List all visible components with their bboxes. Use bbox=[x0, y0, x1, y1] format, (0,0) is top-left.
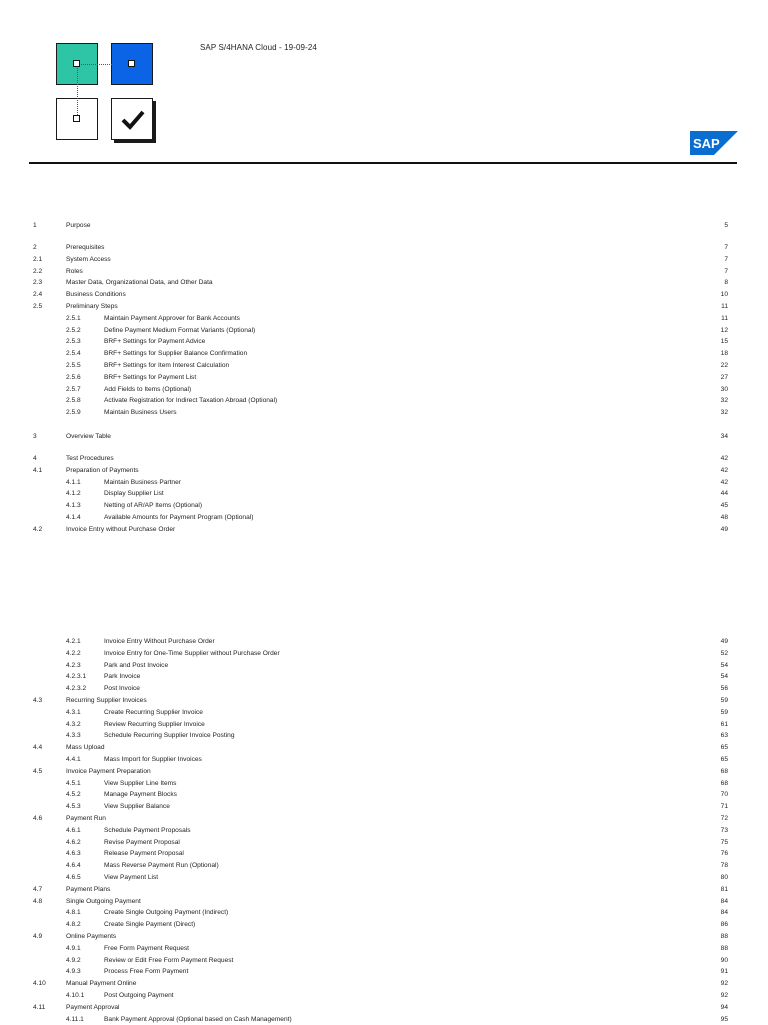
toc-entry-page: 65 bbox=[720, 744, 728, 752]
toc-entry-number: 4.6.5 bbox=[66, 874, 81, 881]
toc-entry-title: Mass Reverse Payment Run (Optional) bbox=[104, 862, 219, 870]
toc-entry-title: Add Fields to Items (Optional) bbox=[104, 385, 192, 393]
toc-entry-number: 4.1.1 bbox=[66, 478, 81, 486]
toc-entry-number: 4.7 bbox=[33, 885, 43, 893]
toc-entry[interactable] bbox=[0, 778, 768, 789]
toc-entry-page: 49 bbox=[720, 638, 728, 645]
toc-entry-number: 4.1.4 bbox=[66, 514, 81, 521]
toc-entry-title: Activate Registration for Indirect Taxation Abroad (Optional) bbox=[104, 397, 278, 405]
toc-entry-title: System Access bbox=[66, 255, 111, 263]
toc-entry-number: 4.2 bbox=[33, 525, 43, 533]
toc-entry-page: 10 bbox=[720, 291, 728, 299]
toc-entry[interactable] bbox=[0, 289, 768, 300]
toc-entry-page: 22 bbox=[720, 362, 728, 369]
toc-entry-title: Park and Post Invoice bbox=[104, 661, 169, 669]
toc-entry-title: Recurring Supplier Invoices bbox=[66, 697, 147, 704]
toc-entry[interactable] bbox=[0, 648, 768, 659]
toc-entry-title: Mass Upload bbox=[66, 744, 105, 752]
toc-entry-title: Review Recurring Supplier Invoice bbox=[104, 720, 205, 728]
toc-entry-title: Bank Payment Approval (Optional based on Cash Management) bbox=[104, 1015, 292, 1023]
toc-entry-page: 44 bbox=[720, 490, 728, 498]
toc-entry-number: 4.1.2 bbox=[66, 490, 81, 498]
toc-entry[interactable] bbox=[0, 742, 768, 753]
toc-entry[interactable] bbox=[0, 360, 768, 371]
toc-entry-title: Create Recurring Supplier Invoice bbox=[104, 708, 203, 716]
toc-entry-title: View Supplier Balance bbox=[104, 803, 170, 811]
toc-entry-title: Online Payments bbox=[66, 933, 117, 940]
toc-entry[interactable] bbox=[0, 789, 768, 800]
toc-entry-number: 4.4 bbox=[33, 744, 43, 752]
toc-entry-title: Release Payment Proposal bbox=[104, 850, 184, 858]
toc-entry[interactable] bbox=[0, 348, 768, 359]
toc-entry-title: Maintain Payment Approver for Bank Accounts bbox=[104, 314, 240, 322]
toc-entry[interactable] bbox=[0, 524, 768, 535]
toc-entry-number: 4.6 bbox=[33, 815, 43, 822]
toc-entry-page: 91 bbox=[720, 968, 728, 976]
toc-entry-number: 4.5.2 bbox=[66, 791, 81, 799]
toc-entry-page: 59 bbox=[720, 708, 728, 716]
toc-entry-number: 4.11.1 bbox=[66, 1015, 84, 1023]
toc-entry[interactable] bbox=[0, 730, 768, 741]
toc-entry[interactable] bbox=[0, 919, 768, 930]
toc-entry[interactable] bbox=[0, 896, 768, 907]
node-square-icon bbox=[73, 115, 80, 122]
toc-entry-page: 56 bbox=[720, 685, 728, 693]
toc-entry-title: Process Free Form Payment bbox=[104, 968, 189, 976]
toc-entry-page: 80 bbox=[720, 874, 728, 881]
toc-entry-page: 54 bbox=[720, 673, 728, 681]
sap-logo bbox=[690, 131, 738, 160]
connector-line bbox=[77, 64, 132, 65]
toc-entry[interactable] bbox=[0, 266, 768, 277]
toc-entry-page: 12 bbox=[720, 326, 728, 334]
toc-entry-number: 4.1.3 bbox=[66, 502, 81, 510]
toc-entry-number: 4.5.3 bbox=[66, 803, 81, 811]
toc-entry-title: Single Outgoing Payment bbox=[66, 897, 141, 905]
toc-entry[interactable] bbox=[0, 372, 768, 383]
toc-entry-page: 94 bbox=[720, 1003, 728, 1011]
toc-entry-number: 2.1 bbox=[33, 255, 43, 263]
connector-line bbox=[77, 64, 78, 119]
toc-entry-title: View Supplier Line Items bbox=[104, 779, 177, 787]
toc-entry[interactable] bbox=[0, 955, 768, 966]
toc-entry[interactable] bbox=[0, 254, 768, 265]
toc-entry-number: 4.9 bbox=[33, 933, 43, 940]
toc-entry-page: 11 bbox=[721, 314, 728, 322]
toc-entry-number: 4.3 bbox=[33, 697, 43, 704]
toc-entry[interactable] bbox=[0, 872, 768, 883]
toc-entry-title: Schedule Payment Proposals bbox=[104, 826, 191, 834]
toc-entry[interactable] bbox=[0, 683, 768, 694]
toc-entry-number: 2.5.4 bbox=[66, 350, 81, 358]
toc-entry-number: 4.3.1 bbox=[66, 708, 81, 716]
toc-entry-page: 73 bbox=[720, 826, 728, 834]
toc-entry-page: 76 bbox=[720, 850, 728, 858]
toc-entry[interactable] bbox=[0, 277, 768, 288]
toc-entry-title: Maintain Business Partner bbox=[104, 478, 181, 486]
toc-entry[interactable] bbox=[0, 660, 768, 671]
toc-entry-number: 4.8.2 bbox=[66, 921, 81, 929]
toc-entry-number: 4.2.2 bbox=[66, 649, 81, 657]
toc-entry-title: Master Data, Organizational Data, and Other Data bbox=[66, 279, 213, 287]
toc-entry-number: 4.9.1 bbox=[66, 944, 81, 952]
toc-entry-title: Payment Approval bbox=[66, 1003, 120, 1011]
toc-entry-title: Invoice Entry without Purchase Order bbox=[66, 525, 176, 533]
toc-entry-number: 4.6.2 bbox=[66, 838, 81, 846]
toc-entry[interactable] bbox=[0, 860, 768, 871]
toc-entry[interactable] bbox=[0, 313, 768, 324]
toc-entry-page: 84 bbox=[720, 909, 728, 917]
toc-entry[interactable] bbox=[0, 636, 768, 647]
toc-entry-number: 2 bbox=[33, 244, 37, 251]
header-divider bbox=[29, 162, 737, 164]
toc-entry[interactable] bbox=[0, 336, 768, 347]
toc-entry-page: 45 bbox=[720, 502, 728, 510]
sap-logo-text: SAP bbox=[693, 136, 720, 151]
toc-entry-title: Purpose bbox=[66, 222, 91, 229]
toc-entry[interactable] bbox=[0, 813, 768, 824]
node-square-icon bbox=[128, 60, 135, 67]
toc-entry-page: 32 bbox=[720, 397, 728, 405]
toc-entry-number: 4.4.1 bbox=[66, 756, 81, 763]
toc-entry[interactable] bbox=[0, 766, 768, 777]
toc-entry-page: 72 bbox=[720, 815, 728, 822]
toc-entry-number: 4.8.1 bbox=[66, 909, 81, 917]
toc-entry[interactable] bbox=[0, 325, 768, 336]
toc-entry-number: 2.5.6 bbox=[66, 373, 81, 381]
toc-entry-title: Payment Run bbox=[66, 815, 106, 822]
toc-entry[interactable] bbox=[0, 1014, 768, 1025]
toc-entry-title: Test Procedures bbox=[66, 455, 114, 462]
toc-entry-title: Overview Table bbox=[66, 433, 111, 440]
toc-entry-number: 2.5.9 bbox=[66, 409, 81, 417]
toc-entry-number: 4.2.1 bbox=[66, 638, 81, 645]
toc-entry-title: Display Supplier List bbox=[104, 490, 164, 498]
toc-entry-page: 68 bbox=[720, 767, 728, 775]
toc-entry-page: 42 bbox=[720, 455, 728, 462]
toc-entry-title: BRF+ Settings for Payment List bbox=[104, 373, 197, 381]
toc-entry[interactable] bbox=[0, 837, 768, 848]
toc-entry-title: Post Invoice bbox=[104, 685, 140, 693]
toc-entry-number: 4.9.2 bbox=[66, 956, 81, 964]
toc-entry-page: 71 bbox=[720, 803, 728, 811]
toc-entry-number: 2.5.2 bbox=[66, 326, 81, 334]
toc-entry-page: 88 bbox=[720, 933, 728, 940]
toc-entry[interactable] bbox=[0, 931, 768, 942]
toc-entry[interactable] bbox=[0, 1002, 768, 1013]
toc-entry-number: 2.5.3 bbox=[66, 338, 81, 346]
toc-entry[interactable] bbox=[0, 453, 768, 464]
toc-entry-page: 92 bbox=[720, 992, 728, 999]
toc-entry-number: 4.6.3 bbox=[66, 850, 81, 858]
toc-entry-number: 4.1 bbox=[33, 466, 43, 474]
toc-entry[interactable] bbox=[0, 978, 768, 989]
toc-entry-number: 4.5.1 bbox=[66, 779, 81, 787]
toc-entry-title: Roles bbox=[66, 267, 83, 275]
toc-entry-page: 42 bbox=[720, 478, 728, 486]
toc-entry-number: 4.3.3 bbox=[66, 732, 81, 740]
toc-entry-title: Create Single Outgoing Payment (Indirect) bbox=[104, 909, 229, 917]
toc-entry-page: 68 bbox=[720, 779, 728, 787]
toc-entry-page: 65 bbox=[720, 756, 728, 763]
toc-entry-number: 2.5.8 bbox=[66, 397, 81, 405]
toc-entry-title: Post Outgoing Payment bbox=[104, 992, 174, 999]
toc-entry-title: Manual Payment Online bbox=[66, 980, 137, 988]
toc-entry[interactable] bbox=[0, 966, 768, 977]
toc-entry-page: 88 bbox=[720, 944, 728, 952]
toc-entry-title: Park Invoice bbox=[104, 673, 141, 681]
toc-entry-title: Prerequisites bbox=[66, 244, 105, 251]
toc-entry-page: 95 bbox=[720, 1015, 728, 1023]
toc-entry[interactable] bbox=[0, 395, 768, 406]
toc-entry[interactable] bbox=[0, 384, 768, 395]
toc-entry-title: BRF+ Settings for Item Interest Calculation bbox=[104, 362, 230, 369]
toc-entry-page: 15 bbox=[720, 338, 728, 346]
toc-entry-title: Netting of AR/AP Items (Optional) bbox=[104, 502, 203, 510]
toc-entry-number: 4.3.2 bbox=[66, 720, 81, 728]
toc-entry[interactable] bbox=[0, 488, 768, 499]
toc-entry-title: Invoice Entry Without Purchase Order bbox=[104, 638, 215, 645]
toc-entry-page: 90 bbox=[720, 956, 728, 964]
toc-entry-number: 4.2.3.2 bbox=[66, 685, 87, 693]
toc-entry[interactable] bbox=[0, 242, 768, 253]
toc-entry[interactable] bbox=[0, 220, 768, 231]
toc-entry-page: 61 bbox=[720, 720, 728, 728]
toc-entry-number: 2.5 bbox=[33, 303, 43, 310]
toc-entry[interactable] bbox=[0, 301, 768, 312]
toc-entry-number: 4 bbox=[33, 455, 37, 462]
toc-entry-page: 86 bbox=[720, 921, 728, 929]
toc-entry-number: 2.5.1 bbox=[66, 314, 81, 322]
toc-entry-page: 7 bbox=[724, 244, 728, 251]
toc-entry-number: 4.8 bbox=[33, 897, 43, 905]
toc-entry-number: 4.10.1 bbox=[66, 992, 85, 999]
toc-entry-page: 78 bbox=[720, 862, 728, 870]
toc-entry[interactable] bbox=[0, 754, 768, 765]
toc-entry[interactable] bbox=[0, 465, 768, 476]
toc-entry[interactable] bbox=[0, 407, 768, 418]
toc-entry-page: 18 bbox=[720, 350, 728, 358]
toc-entry[interactable] bbox=[0, 431, 768, 442]
toc-entry[interactable] bbox=[0, 707, 768, 718]
toc-entry-page: 30 bbox=[720, 385, 728, 393]
toc-entry-title: Revise Payment Proposal bbox=[104, 838, 180, 846]
toc-entry-number: 2.3 bbox=[33, 279, 43, 287]
toc-entry-title: Payment Plans bbox=[66, 885, 111, 893]
toc-entry-page: 59 bbox=[720, 697, 728, 704]
toc-entry-title: Mass Import for Supplier Invoices bbox=[104, 756, 202, 763]
toc-entry[interactable] bbox=[0, 884, 768, 895]
toc-entry-page: 84 bbox=[720, 897, 728, 905]
toc-entry-number: 4.6.1 bbox=[66, 826, 81, 834]
toc-entry-page: 92 bbox=[720, 980, 728, 988]
toc-entry-title: BRF+ Settings for Supplier Balance Confirmation bbox=[104, 350, 248, 358]
toc-entry-title: BRF+ Settings for Payment Advice bbox=[104, 338, 206, 346]
toc-entry-title: View Payment List bbox=[104, 874, 159, 881]
toc-entry-page: 63 bbox=[720, 732, 728, 740]
toc-entry-number: 3 bbox=[33, 433, 37, 440]
toc-entry-number: 4.6.4 bbox=[66, 862, 81, 870]
toc-entry-number: 1 bbox=[33, 222, 37, 229]
toc-entry[interactable] bbox=[0, 477, 768, 488]
checkbox-check-icon bbox=[111, 98, 153, 140]
toc-entry-title: Maintain Business Users bbox=[104, 409, 177, 417]
toc-entry-number: 4.2.3 bbox=[66, 661, 81, 669]
toc-entry-page: 81 bbox=[720, 885, 728, 893]
toc-entry-page: 8 bbox=[724, 279, 728, 287]
toc-entry-page: 27 bbox=[720, 373, 728, 381]
toc-entry[interactable] bbox=[0, 825, 768, 836]
toc-entry-number: 4.5 bbox=[33, 767, 43, 775]
toc-entry-title: Invoice Payment Preparation bbox=[66, 767, 151, 775]
toc-entry-number: 2.5.5 bbox=[66, 362, 81, 369]
toc-entry-title: Business Conditions bbox=[66, 291, 126, 299]
toc-entry-title: Schedule Recurring Supplier Invoice Posting bbox=[104, 732, 235, 740]
toc-entry-page: 52 bbox=[720, 649, 728, 657]
toc-entry-page: 34 bbox=[720, 433, 728, 440]
toc-entry-page: 48 bbox=[720, 514, 728, 521]
toc-entry[interactable] bbox=[0, 512, 768, 523]
toc-entry-page: 54 bbox=[720, 661, 728, 669]
toc-entry-page: 11 bbox=[721, 303, 728, 310]
toc-entry-title: Manage Payment Blocks bbox=[104, 791, 177, 799]
document-title: SAP S/4HANA Cloud - 19-09-24 bbox=[200, 43, 317, 52]
toc-entry-number: 4.10 bbox=[33, 980, 46, 988]
toc-entry[interactable] bbox=[0, 990, 768, 1001]
toc-entry-page: 5 bbox=[724, 222, 728, 229]
toc-entry-number: 4.9.3 bbox=[66, 968, 81, 976]
toc-entry-number: 2.4 bbox=[33, 291, 43, 299]
toc-entry[interactable] bbox=[0, 801, 768, 812]
toc-entry-title: Define Payment Medium Format Variants (Optional) bbox=[104, 326, 256, 334]
toc-entry-number: 2.2 bbox=[33, 267, 43, 275]
toc-entry[interactable] bbox=[0, 500, 768, 511]
node-square-icon bbox=[73, 60, 80, 67]
toc-entry-title: Preparation of Payments bbox=[66, 466, 139, 474]
toc-entry-title: Free Form Payment Request bbox=[104, 944, 190, 952]
toc-entry-page: 7 bbox=[724, 255, 728, 263]
toc-entry-title: Create Single Payment (Direct) bbox=[104, 921, 196, 929]
toc-entry-number: 4.11 bbox=[33, 1003, 46, 1011]
toc-entry-page: 49 bbox=[720, 525, 728, 533]
toc-entry[interactable] bbox=[0, 695, 768, 706]
toc-entry[interactable] bbox=[0, 907, 768, 918]
toc-entry-title: Invoice Entry for One-Time Supplier without Purchase Order bbox=[104, 649, 280, 657]
toc-entry-page: 7 bbox=[724, 267, 728, 275]
toc-entry-title: Preliminary Steps bbox=[66, 303, 118, 310]
toc-entry-title: Review or Edit Free Form Payment Request bbox=[104, 956, 234, 964]
toc-entry[interactable] bbox=[0, 848, 768, 859]
toc-entry-page: 32 bbox=[720, 409, 728, 417]
toc-entry-page: 75 bbox=[720, 838, 728, 846]
toc-entry-number: 2.5.7 bbox=[66, 385, 81, 393]
toc-entry-page: 70 bbox=[720, 791, 728, 799]
toc-entry[interactable] bbox=[0, 719, 768, 730]
toc-entry-title: Available Amounts for Payment Program (Optional) bbox=[104, 514, 254, 521]
toc-entry-number: 4.2.3.1 bbox=[66, 673, 87, 681]
toc-entry[interactable] bbox=[0, 943, 768, 954]
toc-entry-page: 42 bbox=[720, 466, 728, 474]
toc-entry[interactable] bbox=[0, 671, 768, 682]
